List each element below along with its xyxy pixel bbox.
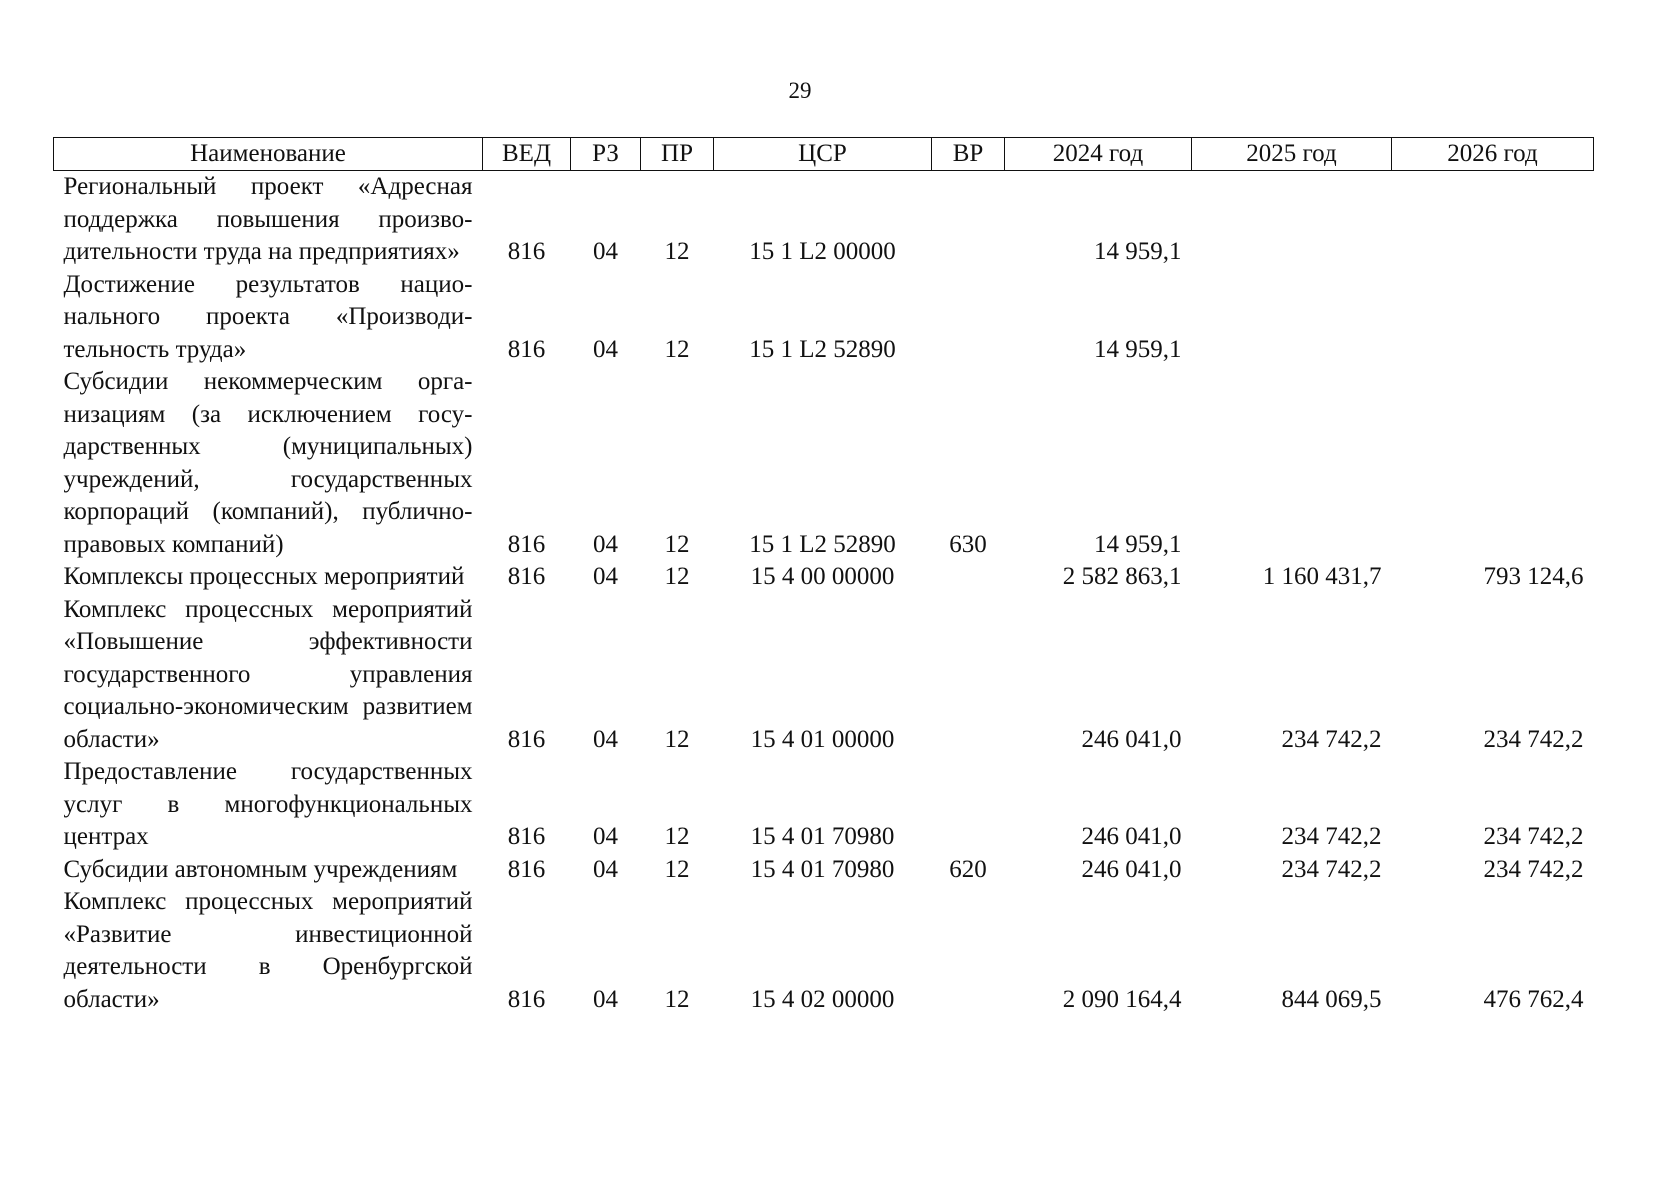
cell-vr bbox=[932, 269, 1005, 367]
header-rz: РЗ bbox=[571, 138, 641, 171]
cell-csr: 15 4 01 00000 bbox=[750, 725, 895, 753]
cell-pr: 12 bbox=[664, 985, 690, 1013]
cell-rz: 04 bbox=[593, 563, 618, 590]
header-name: Наименование bbox=[54, 138, 483, 171]
cell-2026 bbox=[1392, 269, 1594, 367]
cell-csr: 15 1 L2 00000 bbox=[749, 238, 896, 265]
cell-csr: 15 1 L2 52890 bbox=[749, 530, 896, 558]
cell-ved: 816 bbox=[507, 985, 546, 1013]
header-2025: 2025 год bbox=[1192, 138, 1392, 171]
table-body bbox=[54, 171, 1594, 1017]
cell-2025: 234 742,2 bbox=[1281, 725, 1382, 753]
cell-csr: 15 4 02 00000 bbox=[750, 985, 895, 1013]
cell-2026: 234 742,2 bbox=[1483, 855, 1584, 883]
cell-name: Комплекс процессных мероприятий «Развитие инвестиционной деятельности в Оренбургской области» bbox=[63, 888, 473, 1013]
cell-ved: 816 bbox=[507, 530, 546, 558]
cell-ved: 816 bbox=[507, 855, 546, 883]
cell-rz: 04 bbox=[593, 530, 618, 558]
table-row bbox=[54, 594, 1594, 757]
cell-vr bbox=[932, 756, 1005, 854]
cell-2025: 844 069,5 bbox=[1281, 985, 1382, 1013]
cell-2025 bbox=[1192, 366, 1392, 561]
cell-2026: 476 762,4 bbox=[1483, 985, 1584, 1013]
cell-csr: 15 4 01 70980 bbox=[750, 823, 895, 850]
cell-2026: 234 742,2 bbox=[1483, 823, 1584, 850]
header-pr: ПР bbox=[641, 138, 714, 171]
cell-csr: 15 4 00 00000 bbox=[750, 563, 895, 590]
cell-name: Предоставление государственных услуг в многофункциональных центрах bbox=[63, 758, 473, 850]
header-2024: 2024 год bbox=[1005, 138, 1192, 171]
cell-vr bbox=[932, 594, 1005, 757]
cell-vr bbox=[932, 171, 1005, 269]
table-row bbox=[54, 366, 1594, 561]
table-row bbox=[54, 171, 1594, 269]
table-row bbox=[54, 561, 1594, 594]
header-ved: ВЕД bbox=[483, 138, 571, 171]
cell-pr: 12 bbox=[664, 823, 690, 850]
cell-pr: 12 bbox=[664, 563, 690, 590]
cell-2025: 234 742,2 bbox=[1281, 855, 1382, 883]
cell-csr: 15 4 01 70980 bbox=[750, 855, 895, 883]
budget-table bbox=[53, 137, 1594, 1016]
cell-ved: 816 bbox=[507, 563, 546, 590]
cell-2024: 14 959,1 bbox=[1094, 530, 1182, 558]
cell-2025: 1 160 431,7 bbox=[1262, 563, 1382, 590]
cell-ved: 816 bbox=[507, 238, 546, 265]
cell-2024: 246 041,0 bbox=[1081, 823, 1182, 850]
cell-name: Комплекс процессных мероприятий «Повышение эффективности государственного управления социально-экономическим развитием области» bbox=[63, 595, 473, 753]
cell-ved: 816 bbox=[507, 335, 546, 363]
table-row bbox=[54, 854, 1594, 887]
cell-pr: 12 bbox=[664, 725, 690, 753]
table-row bbox=[54, 269, 1594, 367]
cell-2026 bbox=[1392, 171, 1594, 269]
cell-2026: 793 124,6 bbox=[1483, 563, 1584, 590]
cell-rz: 04 bbox=[593, 725, 618, 753]
cell-2026 bbox=[1392, 366, 1594, 561]
cell-2024: 2 582 863,1 bbox=[1062, 563, 1182, 590]
cell-2025 bbox=[1192, 171, 1392, 269]
cell-2024: 2 090 164,4 bbox=[1062, 985, 1182, 1013]
header-csr: ЦСР bbox=[714, 138, 932, 171]
cell-pr: 12 bbox=[664, 530, 690, 558]
cell-rz: 04 bbox=[593, 238, 618, 265]
cell-name: Региональный проект «Адресная поддержка повышения производительности труда на предприятиях» bbox=[63, 173, 473, 265]
cell-ved: 816 bbox=[507, 823, 546, 850]
cell-2024: 246 041,0 bbox=[1081, 725, 1182, 753]
cell-ved: 816 bbox=[507, 725, 546, 753]
table-header bbox=[54, 138, 1594, 171]
cell-name: Субсидии некоммерческим организациям (за исключением государственных (муниципальных) учреждений, государственных корпораций (компаний), публично-правовых компаний) bbox=[63, 368, 473, 558]
cell-name: Комплексы процессных мероприятий bbox=[63, 563, 465, 590]
cell-pr: 12 bbox=[664, 855, 690, 883]
cell-rz: 04 bbox=[593, 985, 618, 1013]
header-vr: ВР bbox=[932, 138, 1005, 171]
cell-rz: 04 bbox=[593, 823, 618, 850]
header-2026: 2026 год bbox=[1392, 138, 1594, 171]
cell-2024: 246 041,0 bbox=[1081, 855, 1182, 883]
cell-csr: 15 1 L2 52890 bbox=[749, 335, 896, 363]
cell-name: Субсидии автономным учреждениям bbox=[63, 855, 458, 883]
cell-rz: 04 bbox=[593, 335, 618, 363]
cell-vr: 630 bbox=[949, 530, 987, 558]
cell-vr bbox=[932, 561, 1005, 594]
cell-vr bbox=[932, 886, 1005, 1016]
cell-pr: 12 bbox=[664, 238, 690, 265]
cell-2024: 14 959,1 bbox=[1094, 238, 1182, 265]
page-number: 29 bbox=[788, 78, 812, 103]
cell-pr: 12 bbox=[664, 335, 690, 363]
cell-vr: 620 bbox=[949, 855, 987, 883]
cell-2025: 234 742,2 bbox=[1281, 823, 1382, 850]
cell-2026: 234 742,2 bbox=[1483, 725, 1584, 753]
cell-2025 bbox=[1192, 269, 1392, 367]
cell-name: Достижение результатов национального проекта «Производительность труда» bbox=[63, 270, 473, 363]
table-row bbox=[54, 886, 1594, 1016]
cell-2024: 14 959,1 bbox=[1094, 335, 1182, 363]
table-row bbox=[54, 756, 1594, 854]
cell-rz: 04 bbox=[593, 855, 618, 883]
